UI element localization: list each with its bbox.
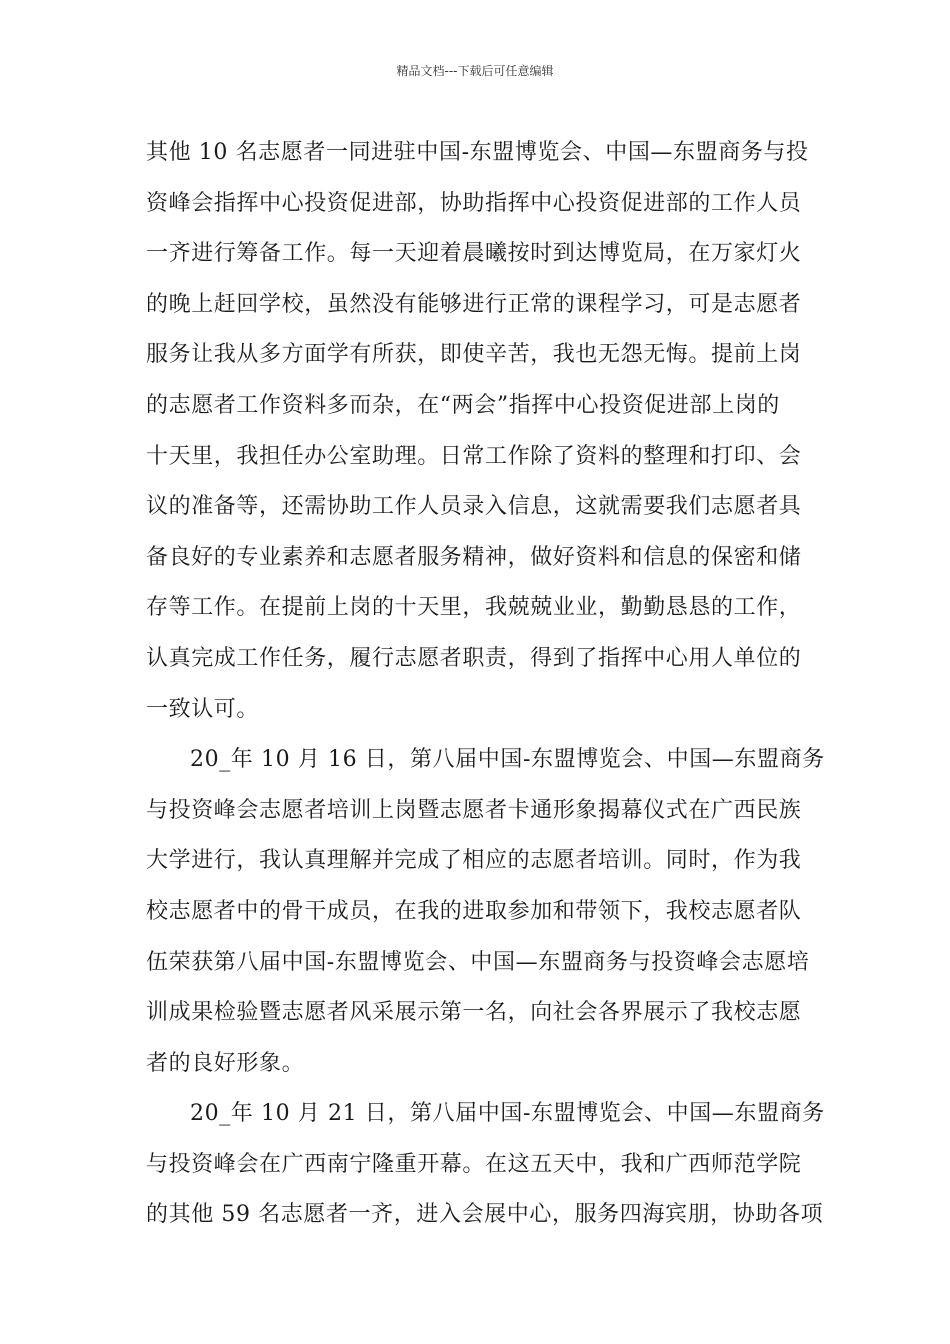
text-line: 服务让我从多方面学有所获，即使辛苦，我也无怨无悔。提前上岗	[146, 342, 802, 368]
text-line: 一齐进行筹备工作。每一天迎着晨曦按时到达博览局，在万家灯火	[146, 241, 802, 267]
text-line: 20_年 10 月 21 日，第八届中国-东盟博览会、中国—东盟商务	[190, 1101, 825, 1127]
text-line: 一致认可。	[146, 696, 260, 722]
text-line: 存等工作。在提前上岗的十天里，我兢兢业业，勤勤恳恳的工作，	[146, 595, 802, 621]
text-line: 20_年 10 月 16 日，第八届中国-东盟博览会、中国—东盟商务	[190, 747, 825, 773]
text-line: 其他 10 名志愿者一同进驻中国-东盟博览会、中国—东盟商务与投	[146, 140, 809, 165]
text-line: 校志愿者中的骨干成员，在我的进取参加和带领下，我校志愿者队	[146, 898, 802, 924]
text-line: 备良好的专业素养和志愿者服务精神，做好资料和信息的保密和储	[146, 544, 802, 570]
text-line: 训成果检验暨志愿者风采展示第一名，向社会各界展示了我校志愿	[146, 1000, 802, 1026]
page-header: 精品文档---下载后可任意编辑	[396, 64, 554, 78]
text-line: 者的良好形象。	[146, 1050, 305, 1076]
text-line: 认真完成工作任务，履行志愿者职责，得到了指挥中心用人单位的	[146, 645, 802, 671]
text-line: 的其他 59 名志愿者一齐，进入会展中心，服务四海宾朋，协助各项	[146, 1202, 824, 1228]
text-line: 的晚上赶回学校，虽然没有能够进行正常的课程学习，可是志愿者	[146, 291, 802, 317]
text-line: 大学进行，我认真理解并完成了相应的志愿者培训。同时，作为我	[146, 848, 802, 874]
text-line: 资峰会指挥中心投资促进部，协助指挥中心投资促进部的工作人员	[146, 190, 802, 216]
text-line: 议的准备等，还需协助工作人员录入信息，这就需要我们志愿者具	[146, 494, 802, 520]
text-line: 与投资峰会志愿者培训上岗暨志愿者卡通形象揭幕仪式在广西民族	[146, 797, 802, 823]
document-body	[146, 128, 825, 1241]
text-line: 的志愿者工作资料多而杂，在“两会”指挥中心投资促进部上岗的	[146, 392, 780, 418]
text-line: 伍荣获第八届中国-东盟博览会、中国—东盟商务与投资峰会志愿培	[146, 949, 810, 975]
text-line: 十天里，我担任办公室助理。日常工作除了资料的整理和打印、会	[146, 443, 802, 469]
paragraph-1	[146, 128, 809, 735]
paragraph-2	[146, 735, 825, 1089]
paragraph-3	[146, 1089, 825, 1241]
text-line: 与投资峰会在广西南宁隆重开幕。在这五天中，我和广西师范学院	[146, 1151, 802, 1177]
